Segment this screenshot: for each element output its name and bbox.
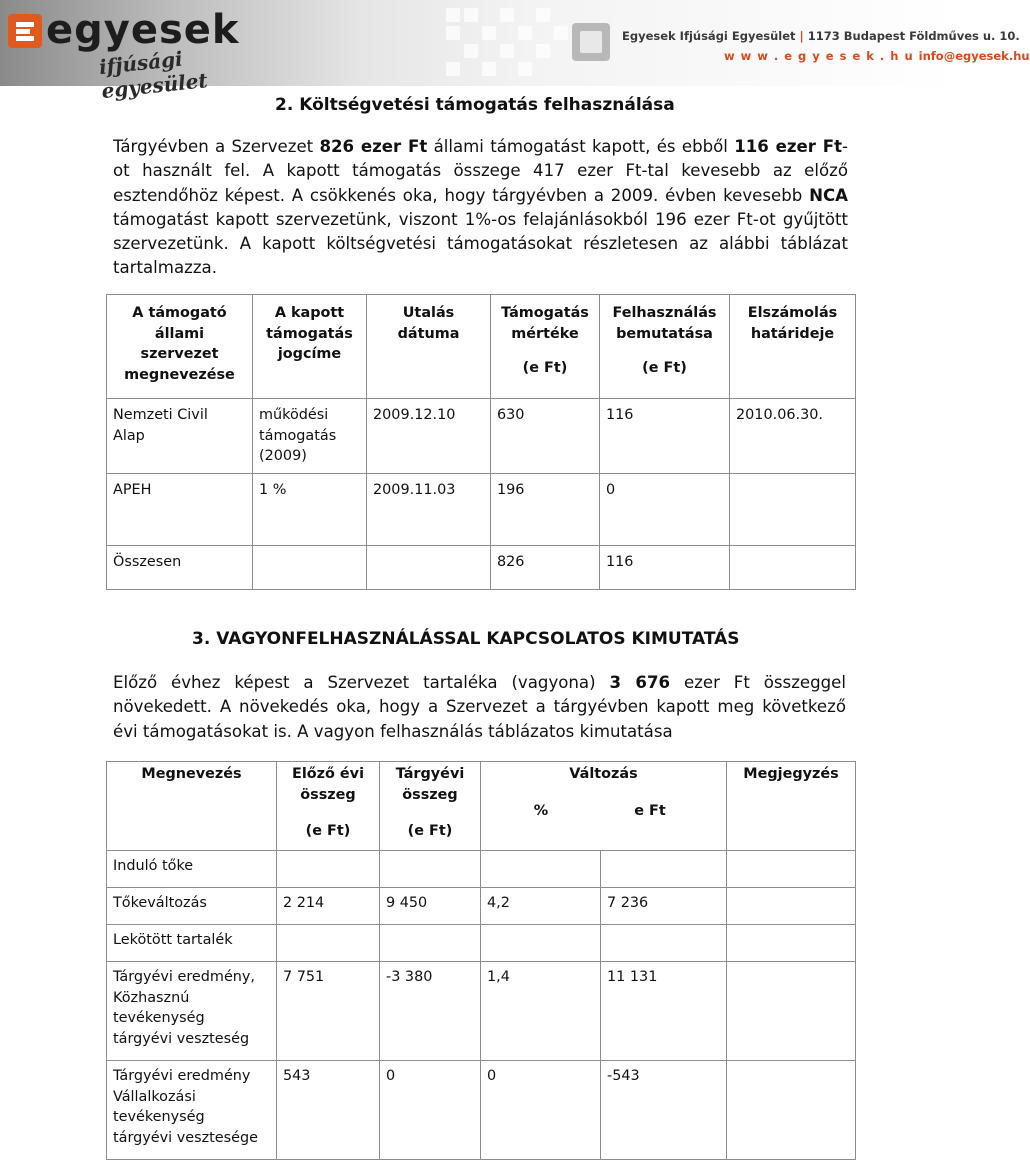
table-row (107, 851, 856, 888)
change-eft-label: e Ft (634, 802, 666, 819)
header-dot-grid-icon (440, 0, 570, 86)
org-web-line (724, 49, 1030, 63)
organization-square-icon (572, 23, 610, 61)
header-line: mértéke (511, 325, 579, 342)
cell (380, 925, 481, 962)
cell-line: Lekötött tartalék (113, 932, 233, 948)
cell-line: (2009) (259, 448, 307, 464)
cell: 0 (481, 1061, 601, 1160)
cell: 1,4 (481, 962, 601, 1061)
bold-amount: 3 676 (609, 673, 671, 692)
support-table (106, 294, 856, 590)
cell (253, 399, 367, 474)
col-header-usage (600, 295, 730, 399)
org-separator: | (795, 29, 808, 43)
header-line: Megnevezés (141, 766, 242, 782)
table-header-row (107, 762, 856, 851)
header-line: Változás (569, 766, 638, 782)
cell: 2 214 (277, 888, 380, 925)
change-percent-label: % (533, 802, 549, 819)
cell (107, 851, 277, 888)
table-row (107, 925, 856, 962)
egyesek-logo (8, 6, 240, 104)
logo-word: egyesek (46, 7, 240, 53)
cell: 7 751 (277, 962, 380, 1061)
table-row (107, 1061, 856, 1160)
logo-subtitle: ifjúsági egyesület (97, 46, 209, 104)
org-email: info@egyesek.hu (918, 49, 1030, 63)
header-line: támogatás (266, 325, 353, 342)
cell: 543 (277, 1061, 380, 1160)
cell (277, 851, 380, 888)
cell-line: működési (259, 407, 329, 423)
header-line: jogcíme (277, 346, 342, 362)
section-3-paragraph (113, 671, 846, 744)
header-line: Megjegyzés (743, 766, 839, 782)
header-line: bemutatása (616, 325, 713, 342)
cell (727, 1061, 856, 1160)
header-line: dátuma (397, 325, 460, 342)
cell (727, 925, 856, 962)
table-header-row (107, 295, 856, 399)
section-2-title: 2. Költségvetési támogatás felhasználása (275, 95, 675, 115)
table-row (107, 474, 856, 546)
cell (107, 474, 253, 546)
header-line: Előző évi (292, 766, 364, 782)
cell (107, 888, 277, 925)
header-line: A kapott (274, 305, 345, 321)
cell-line: tárgyévi veszteség (113, 1030, 250, 1047)
header-line: (e Ft) (642, 360, 687, 376)
text-run: támogatást kapott szervezetünk, viszont 1%-os felajánlásokból 196 ezer Ft-ot gyűjtött szervezetünk. A kapott költségvetési támogatásokat részletesen az alábbi táblázat tartalmazza. (113, 209, 848, 278)
cell: -543 (601, 1061, 727, 1160)
col-header-remarks (727, 762, 856, 851)
cell: 2010.06.30. (730, 399, 856, 474)
cell: 7 236 (601, 888, 727, 925)
header-line: Elszámolás (747, 305, 838, 321)
header-line: Támogatás (501, 305, 589, 321)
cell (727, 851, 856, 888)
org-website: w w w . e g y e s e k . h u (724, 49, 914, 63)
cell: 2009.11.03 (367, 474, 491, 546)
cell (601, 851, 727, 888)
cell: 2009.12.10 (367, 399, 491, 474)
table-row (107, 962, 856, 1061)
header-gap (497, 344, 593, 358)
cell (380, 851, 481, 888)
col-header-change (481, 762, 727, 851)
cell-line: 1 % (259, 482, 287, 498)
cell (727, 962, 856, 1061)
cell (107, 399, 253, 474)
bold-amount: 116 ezer Ft (734, 137, 843, 156)
col-header-legal-title (253, 295, 367, 399)
col-header-transfer-date (367, 295, 491, 399)
cell-line: Tárgyévi eredmény, (113, 969, 256, 985)
cell-line: tevékenység (113, 1010, 205, 1026)
cell-line: APEH (113, 482, 152, 498)
cell-line: Vállalkozási (113, 1088, 196, 1105)
header-line: A támogató (132, 305, 227, 321)
cell-line: Alap (113, 427, 145, 444)
header-line: állami (154, 325, 205, 342)
header-gap (606, 344, 723, 358)
col-header-organization (107, 295, 253, 399)
cell (277, 925, 380, 962)
cell: 0 (600, 474, 730, 546)
cell (730, 474, 856, 546)
cell (601, 925, 727, 962)
col-header-name (107, 762, 277, 851)
cell (107, 546, 253, 590)
cell: 11 131 (601, 962, 727, 1061)
table-row (107, 399, 856, 474)
text-run: Tárgyévben a Szervezet (113, 137, 320, 156)
cell (367, 546, 491, 590)
bold-amount: 826 ezer Ft (319, 137, 428, 156)
table-row (107, 888, 856, 925)
header-line: (e Ft) (407, 823, 453, 839)
header-line: (e Ft) (522, 360, 568, 376)
text-run: ezer Ft összeggel növekedett. A növekedés oka, hogy a Szervezet a tárgyévben kapott meg következő évi támogatásokat is. A vagyon felhasználás táblázatos kimutatása (113, 673, 846, 741)
cell (107, 962, 277, 1061)
cell: 116 (600, 546, 730, 590)
cell-line: támogatás (259, 427, 337, 444)
header-gap (283, 805, 373, 821)
cell (253, 474, 367, 546)
header-line: Felhasználás (612, 305, 717, 321)
header-line: összeg (402, 786, 458, 803)
cell: 0 (380, 1061, 481, 1160)
org-name-address (622, 29, 1020, 43)
cell: 826 (491, 546, 600, 590)
cell-line: tevékenység (113, 1109, 205, 1125)
change-subheaders (487, 801, 720, 822)
cell: 9 450 (380, 888, 481, 925)
org-address: 1173 Budapest Földműves u. 10. (807, 29, 1020, 43)
cell-line: Közhasznú (113, 989, 190, 1006)
org-name: Egyesek Ifjúsági Egyesület (622, 29, 796, 43)
col-header-previous-year (277, 762, 380, 851)
section-3-title: 3. VAGYONFELHASZNÁLÁSSAL KAPCSOLATOS KIMUTATÁS (192, 629, 740, 649)
header-line: határideje (750, 325, 835, 342)
page-header (0, 0, 1030, 104)
header-contact-block (572, 15, 1030, 75)
header-line: (e Ft) (305, 823, 351, 839)
cell-line: Tőkeváltozás (113, 895, 207, 911)
cell-line: Nemzeti Civil (113, 407, 208, 423)
header-line: Tárgyévi (395, 766, 465, 782)
cell-line: Tárgyévi eredmény (113, 1068, 251, 1084)
text-run: -ot használt fel. A kapott támogatás összege 417 ezer Ft-tal kevesebb az előző esztendőhöz képest. A csökkenés oka, hogy tárgyévben a 2009. évben kevesebb (113, 137, 849, 205)
cell (481, 851, 601, 888)
cell (107, 925, 277, 962)
cell-line: Összesen (113, 554, 182, 570)
cell (730, 546, 856, 590)
cell (107, 1061, 277, 1160)
assets-table (106, 761, 856, 1160)
cell-line: tárgyévi vesztesége (113, 1129, 258, 1146)
col-header-current-year (380, 762, 481, 851)
section-2-paragraph (113, 135, 848, 281)
table-row-total (107, 546, 856, 590)
text-run: Előző évhez képest a Szervezet tartaléka (vagyona) (113, 673, 610, 692)
header-line: összeg (300, 786, 356, 803)
cell: 196 (491, 474, 600, 546)
text-run: állami támogatást kapott, és ebből (427, 137, 735, 156)
bold-nca: NCA (809, 185, 848, 205)
cell (481, 925, 601, 962)
cell: 116 (600, 399, 730, 474)
cell: 630 (491, 399, 600, 474)
header-gap (386, 805, 474, 821)
header-line: szervezet (140, 346, 219, 362)
logo-e-mark-icon (8, 14, 42, 48)
col-header-amount (491, 295, 600, 399)
cell: -3 380 (380, 962, 481, 1061)
header-line: megnevezése (124, 366, 235, 383)
cell (727, 888, 856, 925)
cell-line: Induló tőke (113, 858, 194, 874)
col-header-deadline (730, 295, 856, 399)
header-line: Utalás (402, 305, 455, 321)
cell: 4,2 (481, 888, 601, 925)
cell (253, 546, 367, 590)
